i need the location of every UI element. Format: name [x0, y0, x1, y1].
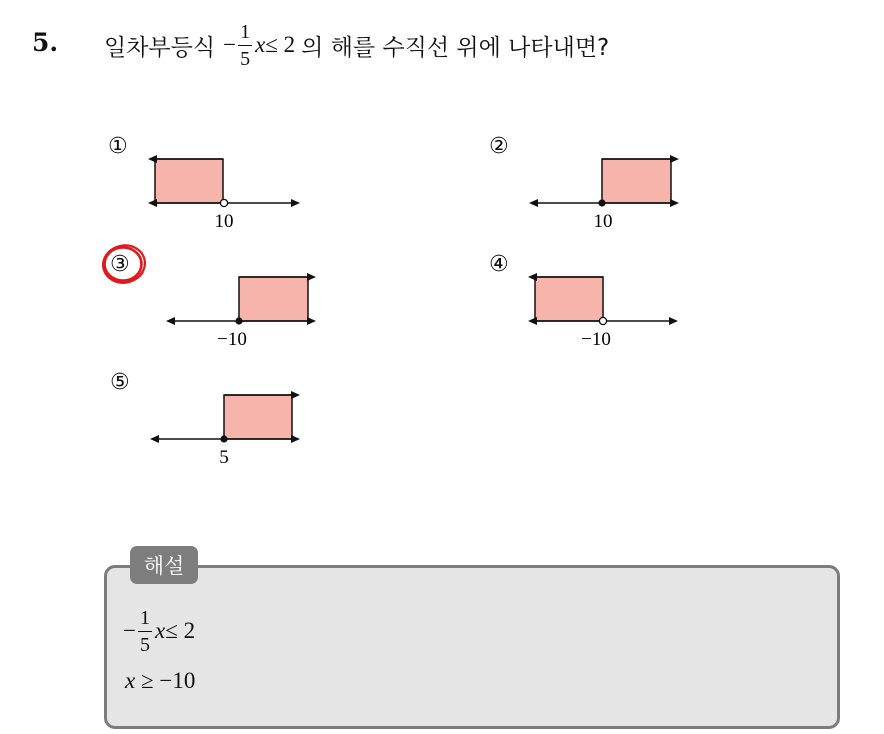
solution-variable: x	[154, 618, 166, 643]
question-text	[104, 16, 609, 74]
option-5-number-line[interactable]	[144, 386, 314, 466]
axis-right-arrow	[670, 199, 679, 207]
tick-label: −10	[581, 329, 611, 350]
solution-region	[239, 277, 308, 321]
solution-box	[104, 565, 840, 729]
axis-right-arrow	[291, 435, 300, 443]
option-3-label[interactable]: ③	[110, 252, 130, 277]
solution-line-1	[123, 602, 195, 660]
axis-left-arrow	[166, 317, 175, 325]
closed-point	[598, 199, 605, 206]
solution-result-variable: x	[125, 668, 136, 693]
axis-left-arrow	[528, 317, 537, 325]
option-4-label[interactable]: ④	[489, 252, 509, 277]
region-arrow	[528, 273, 537, 281]
option-3-number-line[interactable]	[160, 268, 330, 348]
tick-label: −10	[217, 329, 247, 350]
question-lead: 일차부등식	[104, 34, 216, 61]
option-5-label[interactable]: ⑤	[110, 370, 130, 395]
solution-result-relation: ≥ −10	[135, 668, 196, 693]
inequality-minus: −	[223, 32, 237, 57]
axis-left-arrow	[148, 199, 157, 207]
inequality-relation: ≤ 2	[265, 32, 296, 57]
solution-tag: 해설	[130, 546, 198, 584]
region-arrow	[307, 273, 316, 281]
tick-label: 5	[219, 447, 229, 468]
region-arrow	[148, 155, 157, 163]
axis-left-arrow	[150, 435, 159, 443]
axis-right-arrow	[669, 317, 678, 325]
fraction	[238, 22, 252, 69]
axis-right-arrow	[291, 199, 300, 207]
solution-fraction-numerator: 1	[138, 608, 152, 632]
region-arrow	[670, 155, 679, 163]
closed-point	[220, 435, 227, 442]
open-point	[599, 317, 606, 324]
solution-minus: −	[123, 618, 136, 643]
closed-point	[235, 317, 242, 324]
question-number: 5.	[32, 28, 59, 57]
option-1-label[interactable]: ①	[108, 134, 128, 159]
open-point	[220, 199, 227, 206]
solution-region	[224, 395, 292, 439]
option-1-number-line[interactable]	[140, 150, 310, 230]
fraction-denominator: 5	[240, 47, 251, 70]
inequality-variable: x	[255, 32, 266, 57]
solution-fraction	[138, 608, 152, 655]
solution-region	[155, 159, 223, 203]
solution-line-2	[125, 668, 195, 694]
solution-fraction-denominator: 5	[139, 633, 150, 656]
tick-label: 10	[593, 211, 613, 232]
solution-region	[602, 159, 671, 203]
option-2-label[interactable]: ②	[489, 134, 509, 159]
region-arrow	[291, 391, 300, 399]
option-2-number-line[interactable]	[525, 150, 695, 230]
solution-region	[535, 277, 603, 321]
question-tail: 의 해를 수직선 위에 나타내면?	[301, 34, 610, 61]
axis-right-arrow	[307, 317, 316, 325]
option-4-number-line[interactable]	[520, 268, 690, 348]
inequality	[223, 22, 295, 69]
tick-label: 10	[214, 211, 234, 232]
solution-relation: ≤ 2	[165, 618, 196, 643]
axis-left-arrow	[529, 199, 538, 207]
fraction-numerator: 1	[238, 22, 252, 46]
